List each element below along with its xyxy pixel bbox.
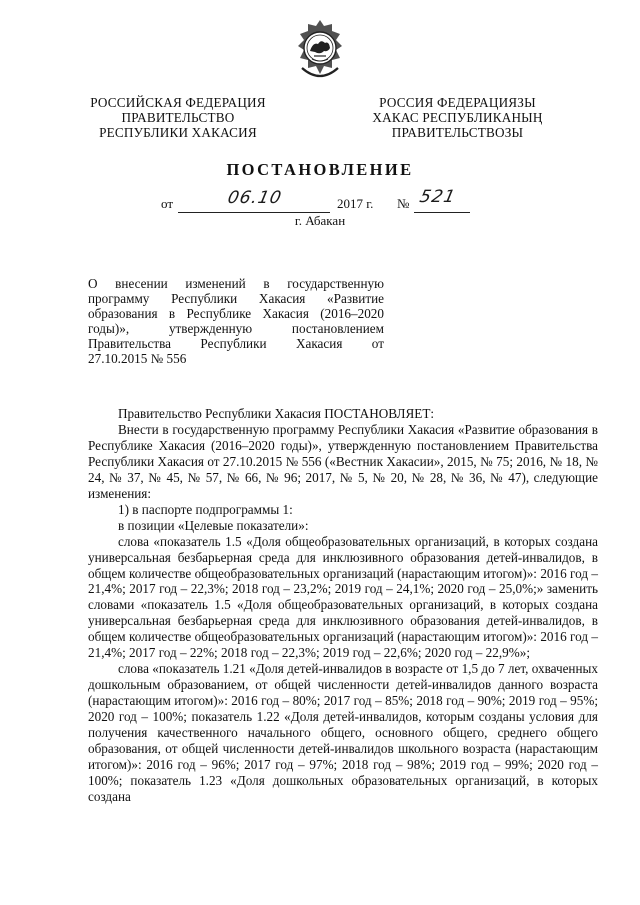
- subject-line: программу Республики Хакасия «Развитие: [88, 291, 384, 306]
- subject-line: образования в Республике Хакасия (2016–2020: [88, 306, 384, 321]
- subject-heading: [88, 276, 384, 366]
- header-left-line: РЕСПУБЛИКИ ХАКАСИЯ: [99, 125, 257, 140]
- subject-line: Правительства Республики Хакасия от: [88, 336, 384, 351]
- body-paragraph: слова «показатель 1.5 «Доля общеобразовательных организаций, в которых создана универсальная безбарьерная среда для инклюзивного образования детей-инвалидов, в общем количестве общеобразовательных организаций (нарастающим итогом)»: 2016 год – 21,4%; 2017 год – 22,3%; 2018 год – 23,2%; 2019 год – 24,1%; 2020 год – 25,0%;» заменить словами «показатель 1.5 «Доля общеобразовательных организаций, в которых создана универсальная безбарьерная среда для инклюзивного образования детей-инвалидов, в общем количестве общеобразовательных организаций (нарастающим итогом)»: 2016 год – 21,4%; 2017 год – 22%; 2018 год – 22,3%; 2019 год – 22,6%; 2020 год – 22,9%»;: [88, 533, 598, 661]
- city-line: г. Абакан: [294, 213, 346, 228]
- header-right-line: ПРАВИТЕЛЬСТВОЗЫ: [391, 125, 524, 140]
- body-paragraph: Правительство Республики Хакасия ПОСТАНОВЛЯЕТ:: [118, 406, 435, 421]
- header-right-line: ХАКАС РЕСПУБЛИКАНЫҢ: [372, 110, 543, 125]
- document-body: [88, 406, 598, 805]
- document-title: ПОСТАНОВЛЕНИЕ: [226, 160, 414, 179]
- date-prefix: от: [161, 196, 174, 211]
- body-paragraph: в позиции «Целевые показатели»:: [118, 517, 309, 533]
- year-text: 2017 г.: [337, 196, 374, 211]
- body-paragraph: 1) в паспорте подпрограммы 1:: [118, 501, 293, 517]
- header-left-line: ПРАВИТЕЛЬСТВО: [121, 110, 235, 125]
- handwritten-date: 06.10: [225, 188, 284, 208]
- coat-of-arms-emblem: [288, 18, 352, 84]
- handwritten-number: 521: [417, 187, 458, 207]
- header-left-block: [78, 95, 278, 140]
- header-right-line: РОССИЯ ФЕДЕРАЦИЯЗЫ: [379, 95, 536, 110]
- subject-line: 27.10.2015 № 556: [88, 351, 187, 366]
- body-paragraph: Внести в государственную программу Республики Хакасия «Развитие образования в Республике Хакасия (2016–2020 годы)», утвержденную постановлением Правительства Республики Хакасия от 27.10.2015 № 556 («Вестник Хакасии», 2015, № 75; 2016, № 18, № 24, № 37, № 45, № 57, № 66, № 96; 2017, № 5, № 20, № 28, № 36, № 47), следующие изменения:: [88, 421, 598, 501]
- subject-line: О внесении изменений в государственную: [88, 276, 384, 291]
- subject-line: годы)», утвержденную постановлением: [88, 321, 384, 336]
- number-sign: №: [397, 196, 410, 211]
- header-right-block: [355, 95, 560, 140]
- body-paragraph: слова «показатель 1.21 «Доля детей-инвалидов в возрасте от 1,5 до 7 лет, охваченных дошкольным образованием, от общей численности детей-инвалидов данного возраста (нарастающим итогом)»: 2016 год – 80%; 2017 год – 85%; 2018 год – 90%; 2019 год – 95%; 2020 год – 100%; показатель 1.22 «Доля детей-инвалидов, которым созданы условия для получения качественного начального общего, основного общего, среднего общего образования, от общей численности детей-инвалидов школьного возраста (нарастающим итогом)»: 2016 год – 96%; 2017 год – 97%; 2018 год – 98%; 2019 год – 99%; 2020 год – 100%; показатель 1.23 «Доля дошкольных образовательных организаций, в которых создана: [88, 661, 598, 804]
- header-left-line: РОССИЙСКАЯ ФЕДЕРАЦИЯ: [90, 95, 266, 110]
